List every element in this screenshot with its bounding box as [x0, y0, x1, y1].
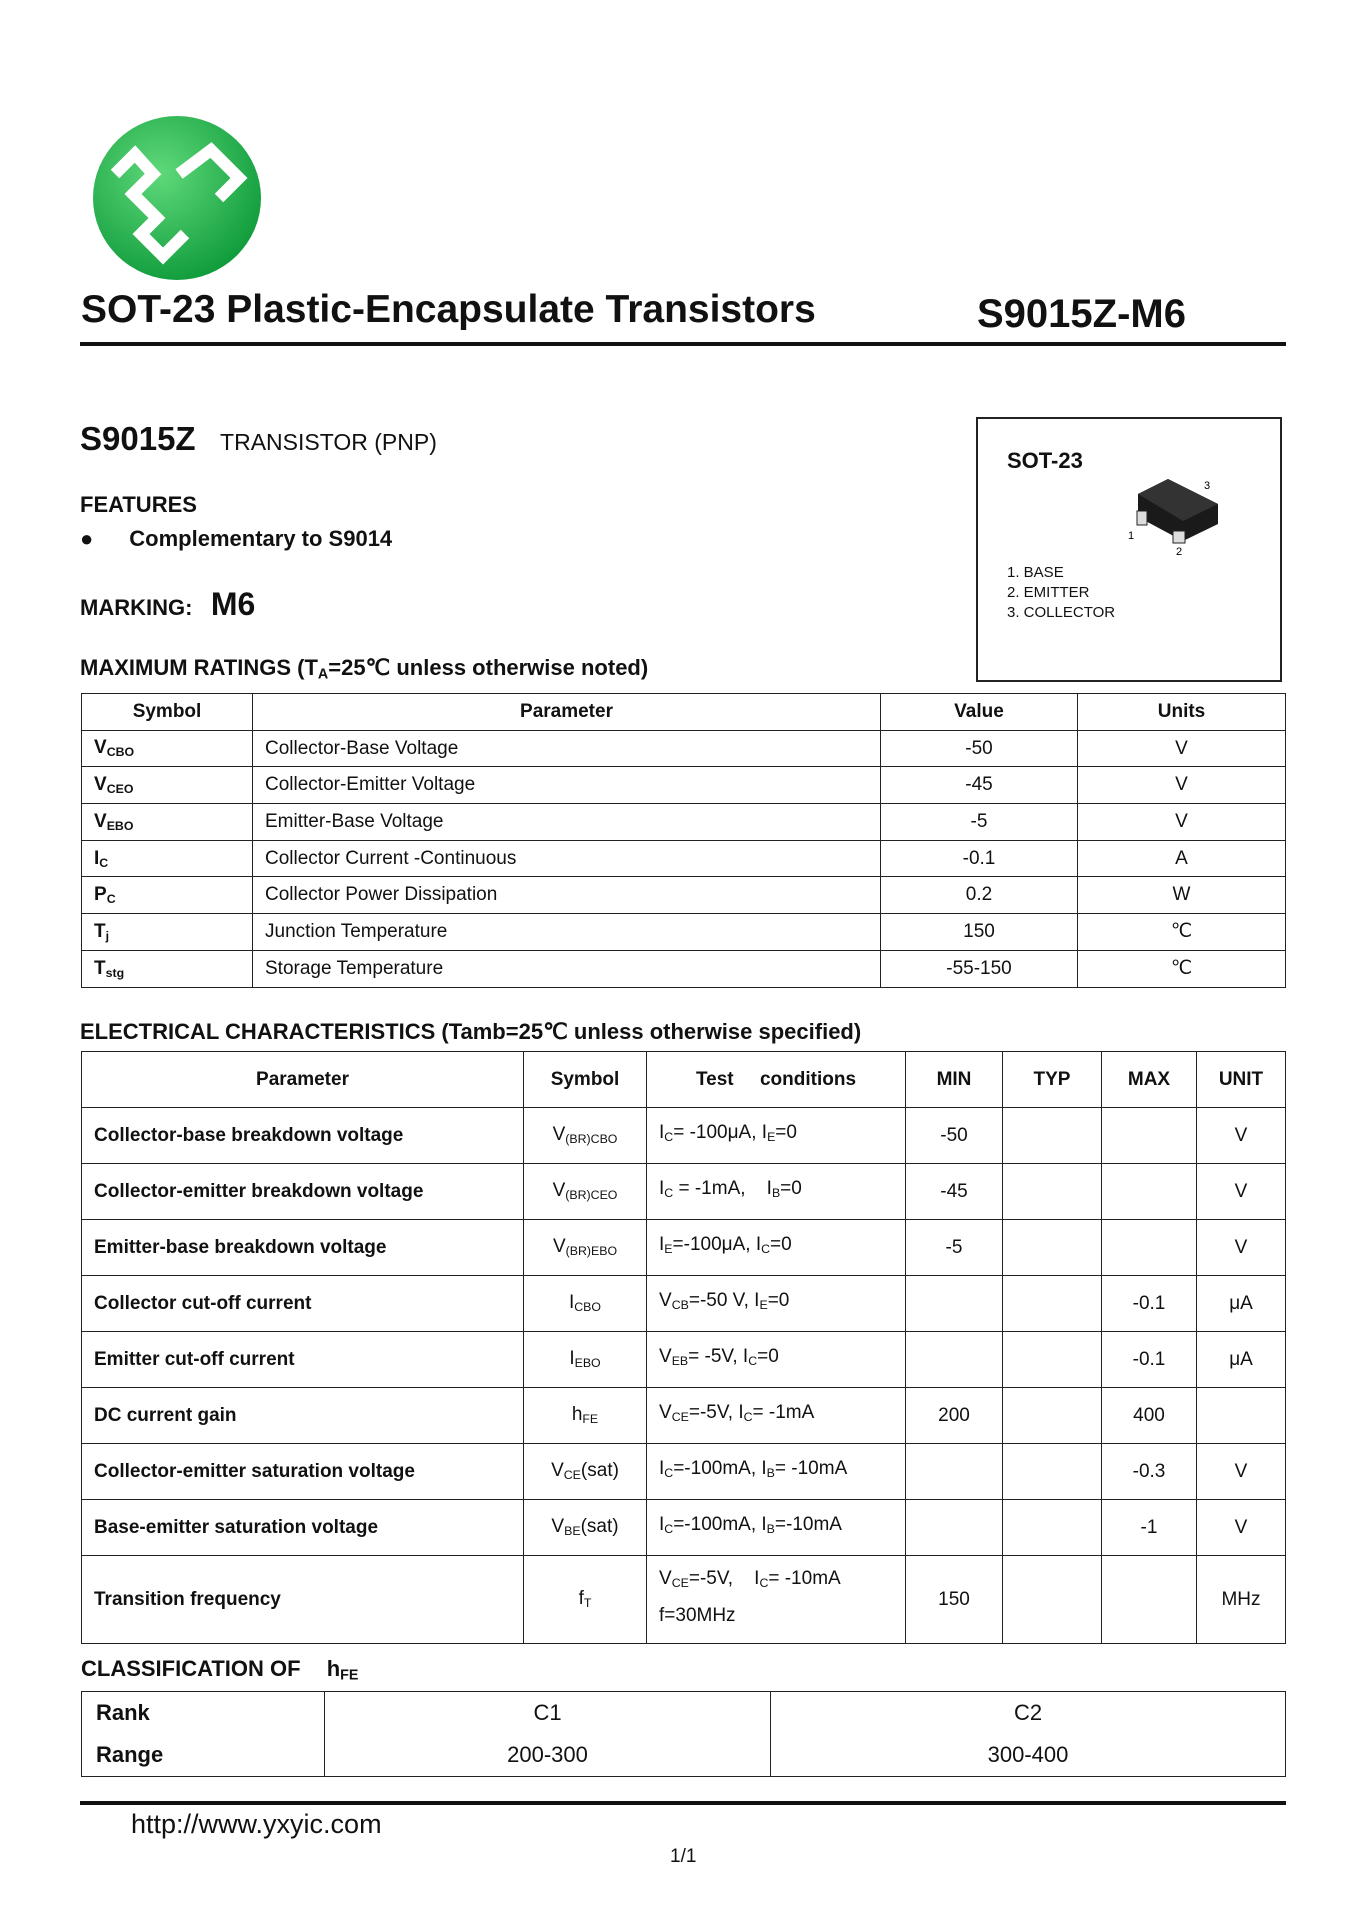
pin-1-label: 1 [1128, 530, 1135, 542]
test-conditions-cell [647, 1388, 906, 1444]
table-row [82, 840, 1286, 877]
range-c2: 300-400 [771, 1734, 1286, 1777]
max-cell: -0.1 [1102, 1276, 1197, 1332]
hfe-classification-table [81, 1691, 1286, 1777]
symbol-cell [524, 1388, 647, 1444]
header-symbol: Symbol [82, 694, 253, 731]
table-row [82, 730, 1286, 767]
text: =-100mA, I [673, 1458, 767, 1480]
unit-cell: μA [1197, 1276, 1286, 1332]
subscript: E [664, 1242, 673, 1257]
typ-cell [1003, 1500, 1102, 1556]
text: V [659, 1346, 672, 1368]
unit-cell: V [1197, 1108, 1286, 1164]
part-number: S9015Z-M6 [977, 292, 1186, 336]
parameter-cell: Collector Power Dissipation [253, 877, 881, 914]
symbol-main: P [94, 884, 107, 906]
subscript: C [759, 1576, 769, 1591]
table-row [82, 1332, 1286, 1388]
max-cell [1102, 1108, 1197, 1164]
min-cell: 200 [906, 1388, 1003, 1444]
table-row [82, 1220, 1286, 1276]
bullet-icon: ● [80, 526, 94, 551]
text: V [659, 1402, 672, 1424]
value-cell: 150 [881, 914, 1078, 951]
subscript: C [761, 1242, 771, 1257]
symbol-sub: C [106, 892, 116, 907]
test-conditions-cell [647, 1108, 906, 1164]
text: V [659, 1290, 672, 1312]
header-typ: TYP [1003, 1052, 1102, 1108]
header-divider [80, 342, 1286, 346]
symbol-cell [524, 1108, 647, 1164]
footer-divider [80, 1801, 1286, 1805]
min-cell [906, 1500, 1003, 1556]
unit-cell: MHz [1197, 1556, 1286, 1644]
text: (sat) [580, 1460, 619, 1482]
text: =0 [780, 1178, 802, 1200]
min-cell: -50 [906, 1108, 1003, 1164]
max-cell [1102, 1220, 1197, 1276]
test-conditions-cell [647, 1500, 906, 1556]
value-cell: -45 [881, 767, 1078, 804]
text: f [578, 1588, 584, 1610]
unit-cell: V [1197, 1164, 1286, 1220]
subscript: BE [564, 1524, 581, 1539]
table-row [82, 1276, 1286, 1332]
marking-value: M6 [210, 586, 256, 622]
subscript: C [743, 1410, 753, 1425]
subscript: (BR)CEO [565, 1188, 618, 1203]
package-name: SOT-23 [1007, 448, 1083, 473]
text: V [551, 1516, 565, 1538]
symbol-cell [524, 1276, 647, 1332]
title-rest: =25℃ unless otherwise noted) [328, 655, 649, 680]
document-title: SOT-23 Plastic-Encapsulate Transistors [81, 288, 816, 331]
unit-cell: ℃ [1078, 914, 1286, 951]
text: =-5V, I [688, 1568, 760, 1590]
symbol-cell [82, 804, 253, 841]
unit-cell: V [1197, 1444, 1286, 1500]
text: = -1mA [752, 1402, 815, 1424]
max-ratings-table [81, 693, 1286, 988]
symbol-main: I [94, 847, 100, 869]
table-row [82, 1444, 1286, 1500]
subscript: FE [582, 1412, 599, 1427]
pin-base: 1. BASE [1007, 564, 1064, 581]
text: V [659, 1568, 672, 1590]
header-min: MIN [906, 1052, 1003, 1108]
unit-cell: V [1078, 804, 1286, 841]
text: =0 [775, 1122, 797, 1144]
subscript: CE [563, 1468, 581, 1483]
unit-cell [1197, 1388, 1286, 1444]
table-row [82, 1108, 1286, 1164]
unit-cell: V [1078, 730, 1286, 767]
typ-cell [1003, 1220, 1102, 1276]
unit-cell: V [1078, 767, 1286, 804]
pin-emitter: 2. EMITTER [1007, 584, 1090, 601]
website-link[interactable]: http://www.yxyic.com [131, 1809, 382, 1839]
table-row [82, 1388, 1286, 1444]
table-row [82, 804, 1286, 841]
text: I [659, 1122, 665, 1144]
cond-text: f=30MHz [659, 1604, 736, 1626]
typ-cell [1003, 1444, 1102, 1500]
table-row [82, 1500, 1286, 1556]
parameter-cell: Collector-Base Voltage [253, 730, 881, 767]
header-symbol: Symbol [524, 1052, 647, 1108]
pin-2-label: 2 [1176, 546, 1183, 558]
subscript: CE [671, 1576, 689, 1591]
subscript: CE [671, 1410, 689, 1425]
subscript: C [664, 1466, 674, 1481]
table-row [82, 1164, 1286, 1220]
typ-cell [1003, 1164, 1102, 1220]
test-conditions-cell [647, 1332, 906, 1388]
symbol-main: V [94, 810, 107, 832]
text: =-100μA, I [672, 1234, 762, 1256]
header-units: Units [1078, 694, 1286, 731]
subscript: C [664, 1186, 674, 1201]
text: (sat) [580, 1516, 619, 1538]
text: I [569, 1348, 575, 1370]
parameter-cell: Collector Current -Continuous [253, 840, 881, 877]
min-cell: -5 [906, 1220, 1003, 1276]
text: I [659, 1178, 665, 1200]
symbol-cell [524, 1332, 647, 1388]
header-parameter: Parameter [82, 1052, 524, 1108]
parameter-cell: Collector-emitter breakdown voltage [82, 1164, 524, 1220]
typ-cell [1003, 1388, 1102, 1444]
subscript: C [748, 1354, 758, 1369]
feature-text: Complementary to S9014 [129, 526, 393, 551]
text: = -10mA [768, 1568, 841, 1590]
min-cell [906, 1444, 1003, 1500]
device-heading [80, 420, 437, 458]
table-row [82, 1556, 1286, 1644]
header-value: Value [881, 694, 1078, 731]
symbol-cell [82, 914, 253, 951]
range-label: Range [82, 1734, 325, 1777]
parameter-cell: Transition frequency [82, 1556, 524, 1644]
table-row [82, 914, 1286, 951]
rank-row [82, 1692, 1286, 1735]
symbol-cell [82, 877, 253, 914]
subscript: CB [671, 1298, 689, 1313]
subscript: (BR)CBO [565, 1132, 618, 1147]
classification-title [81, 1656, 358, 1684]
unit-cell: μA [1197, 1332, 1286, 1388]
unit-cell: ℃ [1078, 950, 1286, 987]
parameter-cell: Collector cut-off current [82, 1276, 524, 1332]
text: =0 [767, 1290, 790, 1312]
symbol-sub: C [99, 855, 109, 870]
marking-label: MARKING: [80, 595, 193, 620]
text: =-50 V, I [688, 1290, 760, 1312]
title-part: CLASSIFICATION OF [81, 1656, 301, 1681]
text: I [659, 1514, 665, 1536]
unit-cell: A [1078, 840, 1286, 877]
text: h [571, 1404, 583, 1426]
company-logo [93, 114, 261, 282]
parameter-cell: Emitter-Base Voltage [253, 804, 881, 841]
rank-label: Rank [82, 1692, 325, 1735]
range-c1: 200-300 [325, 1734, 771, 1777]
unit-cell: W [1078, 877, 1286, 914]
typ-cell [1003, 1332, 1102, 1388]
value-cell: -5 [881, 804, 1078, 841]
text: = -10mA [774, 1458, 848, 1480]
title-sym: h [326, 1656, 341, 1681]
range-row [82, 1734, 1286, 1777]
max-cell: -1 [1102, 1500, 1197, 1556]
marking [80, 586, 255, 623]
symbol-main: V [94, 774, 107, 796]
value-cell: -0.1 [881, 840, 1078, 877]
subscript: (BR)EBO [565, 1244, 618, 1259]
table-header-row [82, 1052, 1286, 1108]
symbol-sub: j [105, 929, 110, 943]
value-cell: -50 [881, 730, 1078, 767]
subscript: E [767, 1130, 776, 1145]
symbol-cell [82, 950, 253, 987]
table-row [82, 950, 1286, 987]
subscript: E [759, 1298, 768, 1313]
symbol-main: T [94, 920, 106, 942]
package-box [976, 417, 1282, 682]
table-row [82, 877, 1286, 914]
test-conditions-cell [647, 1164, 906, 1220]
typ-cell [1003, 1276, 1102, 1332]
min-cell: 150 [906, 1556, 1003, 1644]
text: I [659, 1234, 665, 1256]
parameter-cell: Junction Temperature [253, 914, 881, 951]
parameter-cell: Collector-Emitter Voltage [253, 767, 881, 804]
text: I [568, 1292, 575, 1314]
title-part: MAXIMUM RATINGS (T [80, 655, 318, 680]
text: V [552, 1124, 566, 1146]
symbol-cell [524, 1500, 647, 1556]
subscript: C [664, 1130, 674, 1145]
subscript: B [771, 1186, 781, 1201]
symbol-sub: stg [105, 965, 125, 980]
value-cell: 0.2 [881, 877, 1078, 914]
symbol-sub: CEO [106, 782, 134, 797]
min-cell [906, 1276, 1003, 1332]
parameter-cell: Emitter cut-off current [82, 1332, 524, 1388]
test-conditions-cell [647, 1220, 906, 1276]
max-cell: -0.3 [1102, 1444, 1197, 1500]
page-number: 1/1 [670, 1846, 697, 1867]
parameter-cell: Emitter-base breakdown voltage [82, 1220, 524, 1276]
parameter-cell: Base-emitter saturation voltage [82, 1500, 524, 1556]
symbol-sub: CBO [106, 745, 135, 760]
test-conditions-cell [647, 1276, 906, 1332]
unit-cell: V [1197, 1220, 1286, 1276]
typ-cell [1003, 1556, 1102, 1644]
device-type: TRANSISTOR (PNP) [220, 429, 437, 455]
header-max: MAX [1102, 1052, 1197, 1108]
device-name: S9015Z [80, 420, 196, 457]
symbol-cell [524, 1220, 647, 1276]
parameter-cell: DC current gain [82, 1388, 524, 1444]
subscript: EBO [574, 1356, 601, 1371]
max-ratings-title [80, 655, 648, 683]
test-conditions-cell [647, 1444, 906, 1500]
text: =-100mA, I [673, 1514, 767, 1536]
subscript: T [583, 1596, 592, 1611]
symbol-cell [524, 1164, 647, 1220]
max-cell: -0.1 [1102, 1332, 1197, 1388]
subscript: EB [671, 1354, 689, 1369]
min-cell: -45 [906, 1164, 1003, 1220]
symbol-cell [82, 730, 253, 767]
rank-c2: C2 [771, 1692, 1286, 1735]
max-cell: 400 [1102, 1388, 1197, 1444]
table-header-row [82, 694, 1286, 731]
text: =-10mA [774, 1514, 842, 1536]
max-cell [1102, 1556, 1197, 1644]
title-sub: A [317, 666, 329, 683]
electrical-title: ELECTRICAL CHARACTERISTICS (Tamb=25℃ unless otherwise specified) [80, 1019, 862, 1044]
symbol-main: T [94, 957, 106, 979]
title-sub: FE [340, 1667, 359, 1684]
typ-cell [1003, 1108, 1102, 1164]
text: I [659, 1458, 665, 1480]
features-heading: FEATURES [80, 492, 197, 517]
parameter-cell: Collector-base breakdown voltage [82, 1108, 524, 1164]
test-conditions-cell [647, 1556, 906, 1644]
electrical-characteristics-table [81, 1051, 1286, 1644]
text: = -5V, I [688, 1346, 749, 1368]
symbol-cell [82, 767, 253, 804]
symbol-sub: EBO [106, 818, 134, 833]
text: V [551, 1460, 564, 1482]
pin-3-label: 3 [1204, 480, 1211, 492]
symbol-main: V [94, 737, 107, 759]
text: V [552, 1236, 566, 1258]
header-unit: UNIT [1197, 1052, 1286, 1108]
subscript: C [664, 1522, 674, 1537]
header-test-conditions: Test conditions [647, 1052, 906, 1108]
text: = -1mA, I [673, 1178, 772, 1200]
subscript: CBO [574, 1300, 602, 1315]
unit-cell: V [1197, 1500, 1286, 1556]
header-parameter: Parameter [253, 694, 881, 731]
text: =-5V, I [688, 1402, 744, 1424]
feature-item [80, 526, 392, 552]
pin-collector: 3. COLLECTOR [1007, 604, 1116, 621]
value-cell: -55-150 [881, 950, 1078, 987]
text: =0 [757, 1346, 779, 1368]
sot23-package-icon [1123, 469, 1243, 559]
table-row [82, 767, 1286, 804]
max-cell [1102, 1164, 1197, 1220]
symbol-cell [82, 840, 253, 877]
text: =0 [770, 1234, 792, 1256]
rank-c1: C1 [325, 1692, 771, 1735]
min-cell [906, 1332, 1003, 1388]
parameter-cell: Collector-emitter saturation voltage [82, 1444, 524, 1500]
subscript: B [766, 1522, 775, 1537]
subscript: B [766, 1466, 775, 1481]
symbol-cell [524, 1444, 647, 1500]
parameter-cell: Storage Temperature [253, 950, 881, 987]
symbol-cell [524, 1556, 647, 1644]
text: = -100μA, I [673, 1122, 768, 1144]
text: V [552, 1180, 566, 1202]
